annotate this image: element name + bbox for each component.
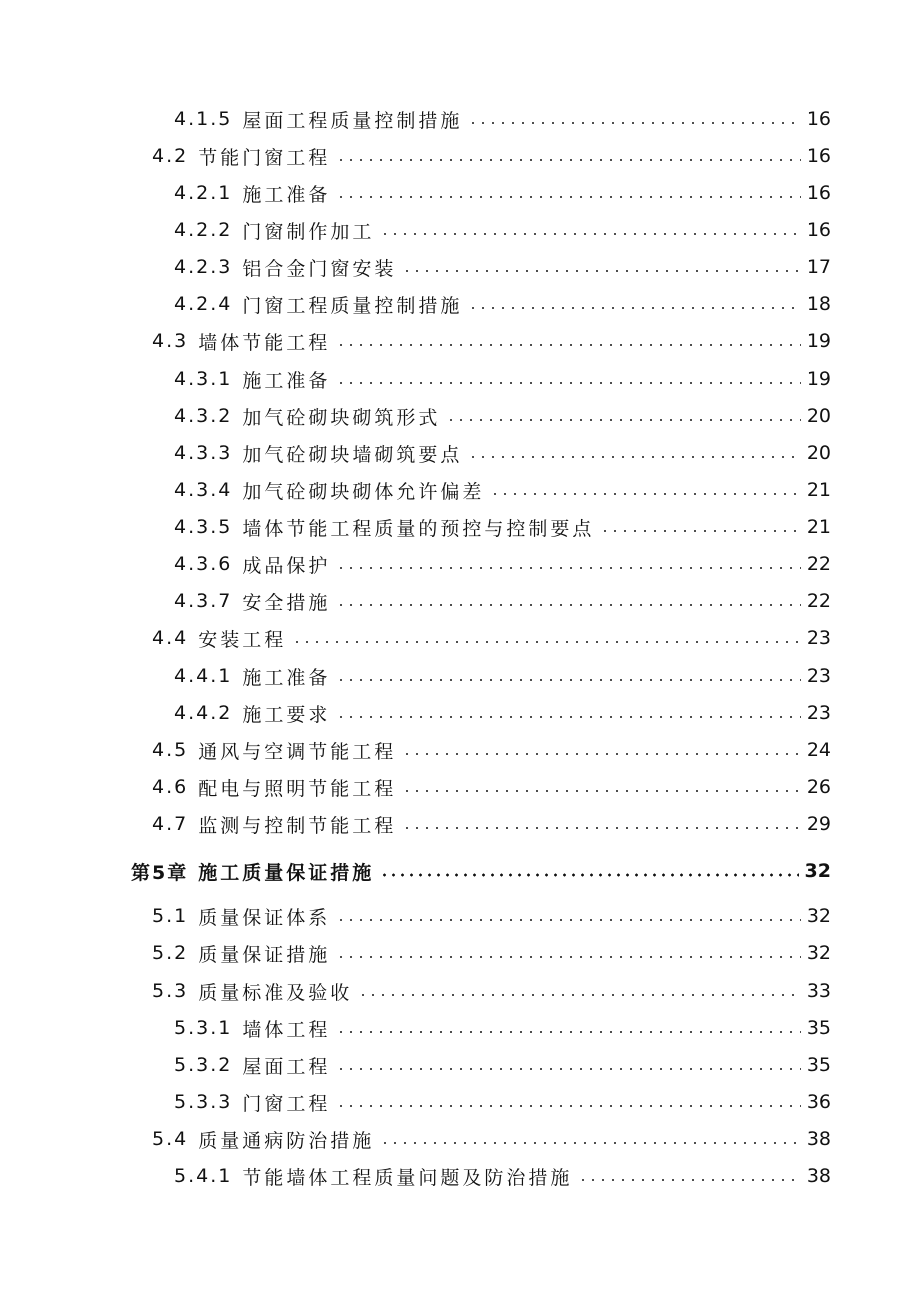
toc-entry-page-number: 21	[806, 516, 831, 538]
toc-entry[interactable]	[0, 104, 920, 134]
toc-entry[interactable]	[0, 215, 920, 245]
toc-entry[interactable]	[0, 141, 920, 171]
dot-leader	[336, 1105, 800, 1107]
toc-entry-page-number: 32	[806, 942, 831, 964]
toc-entry[interactable]	[0, 901, 920, 931]
toc-entry-number: 5.4	[152, 1128, 189, 1150]
toc-entry-number: 4.2.4	[174, 293, 233, 315]
dot-leader	[402, 270, 800, 272]
toc-entry-number: 5.1	[152, 905, 189, 927]
toc-entry-title: 节能门窗工程	[198, 146, 331, 169]
toc-entry-number: 4.3.2	[174, 405, 233, 427]
toc-entry-number: 5.3.1	[174, 1017, 233, 1039]
toc-entry-title: 施工准备	[242, 369, 331, 392]
dot-leader	[292, 641, 801, 643]
toc-entry[interactable]	[0, 772, 920, 802]
toc-entry-title: 屋面工程	[242, 1055, 331, 1078]
dot-leader	[468, 307, 800, 309]
toc-entry-page-number: 22	[806, 590, 831, 612]
toc-entry[interactable]	[0, 401, 920, 431]
toc-entry-title: 门窗工程质量控制措施	[242, 294, 463, 317]
toc-entry-number: 4.6	[152, 776, 189, 798]
dot-leader	[490, 493, 800, 495]
toc-entry-title: 质量通病防治措施	[198, 1129, 375, 1152]
dot-leader	[336, 1068, 800, 1070]
toc-entry-page-number: 32	[804, 860, 831, 882]
dot-leader	[336, 159, 801, 161]
toc-entry-number: 4.7	[152, 813, 189, 835]
toc-entry-number: 4.2.2	[174, 219, 233, 241]
toc-entry-title: 成品保护	[242, 554, 331, 577]
toc-entry-number: 4.2.3	[174, 256, 233, 278]
dot-leader	[336, 716, 800, 718]
toc-entry-title: 施工质量保证措施	[198, 861, 375, 884]
toc-entry-title: 屋面工程质量控制措施	[242, 109, 463, 132]
dot-leader	[336, 196, 800, 198]
dot-leader	[402, 753, 801, 755]
toc-entry-number: 4.2	[152, 145, 189, 167]
toc-entry-title: 墙体节能工程质量的预控与控制要点	[242, 517, 595, 540]
toc-entry[interactable]	[0, 976, 920, 1006]
toc-entry-number: 4.3.6	[174, 553, 233, 575]
toc-entry-title: 门窗制作加工	[242, 220, 375, 243]
toc-entry-number: 5.3.3	[174, 1091, 233, 1113]
toc-entry-number: 4.3.4	[174, 479, 233, 501]
toc-entry-page-number: 23	[806, 702, 831, 724]
toc-entry[interactable]	[0, 735, 920, 765]
toc-entry-number: 4.2.1	[174, 182, 233, 204]
toc-entry-title: 加气砼砌块墙砌筑要点	[242, 443, 463, 466]
dot-leader	[336, 567, 800, 569]
toc-entry-page-number: 20	[806, 442, 831, 464]
toc-entry[interactable]	[0, 586, 920, 616]
dot-leader	[336, 382, 800, 384]
toc-entry-page-number: 23	[806, 627, 831, 649]
dot-leader	[402, 827, 801, 829]
toc-entry-page-number: 36	[806, 1091, 831, 1113]
toc-entry[interactable]	[0, 178, 920, 208]
toc-entry[interactable]	[0, 938, 920, 968]
toc-entry-page-number: 22	[806, 553, 831, 575]
toc-entry-title: 质量保证措施	[198, 943, 331, 966]
dot-leader	[380, 233, 800, 235]
toc-entry-title: 质量标准及验收	[198, 981, 353, 1004]
toc-entry-page-number: 18	[806, 293, 831, 315]
toc-entry[interactable]	[0, 1161, 920, 1191]
toc-entry-number: 4.5	[152, 739, 189, 761]
dot-leader	[468, 122, 800, 124]
toc-entry-page-number: 21	[806, 479, 831, 501]
toc-entry-title: 节能墙体工程质量问题及防治措施	[242, 1166, 573, 1189]
toc-entry-title: 施工准备	[242, 183, 331, 206]
toc-entry[interactable]	[0, 1124, 920, 1154]
toc-entry-title: 铝合金门窗安装	[242, 257, 397, 280]
toc-entry[interactable]	[0, 438, 920, 468]
toc-entry-title: 加气砼砌块砌筑形式	[242, 406, 441, 429]
toc-entry[interactable]	[0, 1087, 920, 1117]
dot-leader	[358, 994, 801, 996]
toc-entry-title: 墙体节能工程	[198, 331, 331, 354]
toc-entry-title: 加气砼砌块砌体允许偏差	[242, 480, 485, 503]
dot-leader	[336, 956, 801, 958]
toc-entry-number: 4.3.5	[174, 516, 233, 538]
toc-entry-number: 5.3.2	[174, 1054, 233, 1076]
toc-entry[interactable]	[0, 252, 920, 282]
dot-leader	[578, 1179, 800, 1181]
toc-entry[interactable]	[0, 512, 920, 542]
toc-entry-page-number: 24	[806, 739, 831, 761]
dot-leader	[402, 790, 801, 792]
toc-entry-number: 5.2	[152, 942, 189, 964]
toc-entry[interactable]	[0, 289, 920, 319]
toc-entry-page-number: 17	[806, 256, 831, 278]
toc-entry[interactable]	[0, 364, 920, 394]
toc-entry[interactable]	[0, 549, 920, 579]
toc-entry-title: 监测与控制节能工程	[198, 814, 397, 837]
dot-leader	[380, 1142, 801, 1144]
toc-entry-title: 配电与照明节能工程	[198, 777, 397, 800]
toc-entry-number: 4.3	[152, 330, 189, 352]
toc-entry-page-number: 33	[806, 980, 831, 1002]
toc-entry-page-number: 19	[806, 368, 831, 390]
toc-entry-page-number: 35	[806, 1017, 831, 1039]
dot-leader	[468, 456, 800, 458]
toc-entry-page-number: 32	[806, 905, 831, 927]
toc-entry-page-number: 16	[806, 108, 831, 130]
toc-entry-number: 4.4.1	[174, 665, 233, 687]
toc-entry-page-number: 19	[806, 330, 831, 352]
toc-entry-title: 通风与空调节能工程	[198, 740, 397, 763]
dot-leader	[336, 919, 801, 921]
toc-entry[interactable]	[0, 661, 920, 691]
dot-leader	[600, 530, 800, 532]
toc-entry-page-number: 35	[806, 1054, 831, 1076]
dot-leader	[336, 679, 800, 681]
toc-entry[interactable]	[0, 623, 920, 653]
toc-entry-number: 4.3.3	[174, 442, 233, 464]
toc-entry-page-number: 26	[806, 776, 831, 798]
toc-entry-page-number: 29	[806, 813, 831, 835]
toc-entry-title: 门窗工程	[242, 1092, 331, 1115]
toc-entry-title: 安全措施	[242, 591, 331, 614]
toc-entry-title: 墙体工程	[242, 1018, 331, 1041]
toc-entry-number: 4.4	[152, 627, 189, 649]
toc-entry-number: 5.4.1	[174, 1165, 233, 1187]
dot-leader	[336, 344, 801, 346]
toc-entry-number: 4.3.1	[174, 368, 233, 390]
toc-entry-page-number: 16	[806, 182, 831, 204]
toc-entry[interactable]	[0, 1013, 920, 1043]
toc-entry-title: 安装工程	[198, 628, 287, 651]
toc-entry-title: 质量保证体系	[198, 906, 331, 929]
toc-entry[interactable]	[0, 856, 920, 886]
toc-entry-page-number: 20	[806, 405, 831, 427]
toc-entry-page-number: 16	[806, 219, 831, 241]
toc-entry-number: 4.1.5	[174, 108, 233, 130]
toc-entry-title: 施工要求	[242, 703, 331, 726]
toc-entry-page-number: 16	[806, 145, 831, 167]
toc-entry-page-number: 23	[806, 665, 831, 687]
toc-entry[interactable]	[0, 809, 920, 839]
toc-entry-number: 4.4.2	[174, 702, 233, 724]
dot-leader	[380, 873, 798, 877]
dot-leader	[446, 419, 800, 421]
toc-entry-number: 5.3	[152, 980, 189, 1002]
toc-entry[interactable]	[0, 326, 920, 356]
dot-leader	[336, 1031, 800, 1033]
toc-entry-page-number: 38	[806, 1128, 831, 1150]
toc-entry[interactable]	[0, 698, 920, 728]
toc-entry-number: 第5章	[131, 861, 189, 884]
toc-entry-title: 施工准备	[242, 666, 331, 689]
toc-entry-page-number: 38	[806, 1165, 831, 1187]
dot-leader	[336, 604, 800, 606]
toc-entry[interactable]	[0, 475, 920, 505]
toc-entry-number: 4.3.7	[174, 590, 233, 612]
toc-entry[interactable]	[0, 1050, 920, 1080]
